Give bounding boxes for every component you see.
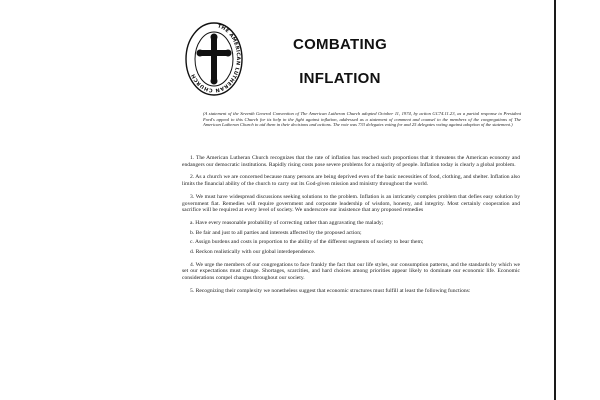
page-title-line-1: COMBATING (292, 36, 388, 53)
preamble-statement: (A statement of the Seventh General Convention of The American Lutheran Church adopted October 11, 1974, by action GC74.11.23, as a partial response to President Ford's appeal to this Church for its help in the fight against inflation, addressed as a statement of comment and counsel to the members of the congregations of The American Lutheran Church to aid them in their decisions and actions. The vote was 733 delegates voting for and 25 delegates voting against adoption of the statement.) (203, 111, 521, 127)
paragraph-2: 2. As a church we are concerned because many persons are being deprived even of the basic necessities of food, clothing, and shelter. Inflation also limits the financial ability of the church to carry out its God-given mission and ministry throughout the world. (182, 174, 520, 188)
paragraph-3c: c. Assign burdens and costs in proportion to the ability of the different segments of society to bear them; (190, 239, 424, 246)
paragraph-1: 1. The American Lutheran Church recognizes that the rate of inflation has reached such proportions that it threatens the American economy and endangers our democratic institutions. Rapidly rising costs pose severe problems for a majority of people. Inflation today is clearly a global problem. (182, 155, 520, 168)
cross-seal-icon (184, 20, 244, 98)
paragraph-3d: d. Reckon realistically with our global interdependence. (190, 249, 316, 256)
paragraph-5: 5. Recognizing their complexity we nonetheless suggest that economic structures must fulfill at least the following functions: (190, 287, 471, 294)
church-seal (184, 20, 244, 98)
paragraph-4: 4. We urge the members of our congregations to face frankly the fact that our life styles, our consumption patterns, and the standards by which we set our expectations must change. Shortages, scarcities, and hard choices among priorities appear likely to dominate our economic life. Economic considerations compel changes throughout our society. (182, 261, 520, 282)
statement-body (182, 155, 520, 301)
page-title-line-2: INFLATION (299, 70, 381, 87)
paragraph-3: 3. We must have widespread discussions seeking solutions to the problem. Inflation is an intricately complex problem that defies easy solution by government fiat. Remedies will require government and corporate leadership of wisdom, honesty, and integrity. Most certainly cooperation and sacrifice will be required at every level of society. We underscore our insistence that any proposed remedies (182, 193, 520, 214)
paragraph-3b: b. Be fair and just to all parties and interests affected by the proposed action; (190, 229, 362, 236)
page-edge-line (554, 0, 556, 400)
seal-ring-text: THE AMERICAN LUTHERAN CHURCH (190, 23, 241, 94)
paragraph-3a: a. Have every reasonable probability of correcting rather than aggravating the malady; (190, 219, 384, 226)
